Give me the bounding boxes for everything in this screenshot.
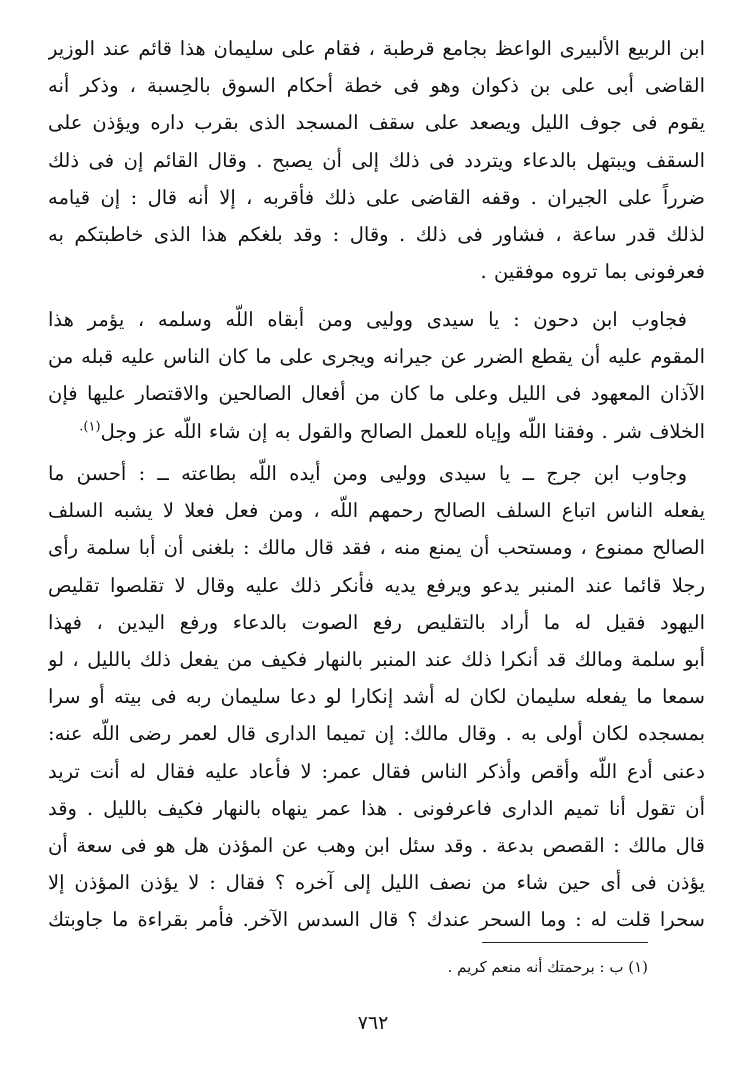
text-line: الآذان المعهود فى الليل وعلى ما كان من أفعال الصالحين والاقتصار عليها فإن [48,382,705,406]
text-line: السقف ويبتهل بالدعاء ويتردد فى ذلك إلى أن يصبح . وقال القائم إن فى ذلك [48,148,705,172]
text-line: دعنى أدع اللّه وأقص وأذكر الناس فقال عمر: لا فأعاد عليه فقال له أنت تريد [48,759,705,783]
text-line [48,413,705,450]
footnote: (١) ب : برحمتك أنه منعم كريم . [447,958,648,976]
text-line: قال مالك : القصص بدعة . وقد سئل ابن وهب عن المؤذن هل هو فى سعة أن [48,834,705,858]
text-line: يؤذن فى أى حين شاء من نصف الليل إلى آخره ؟ فقال : لا يؤذن المؤذن إلا [48,871,705,895]
text-line: فعرفونى بما تروه موفقين . [480,260,705,284]
text-line: وجاوب ابن جرج ــ يا سيدى ووليى ومن أيده اللّه بطاعته ــ : أحسن ما [48,462,687,485]
text-line: رجلا قائما عند المنبر يدعو ويرفع يديه فأنكر ذلك عليه وقال لا تقلصوا تقليص [48,573,705,597]
paragraph-2 [48,301,705,450]
text-line: أبو سلمة ومالك قد أنكرا ذلك عند المنبر بالنهار فكيف من يفعل ذلك بالليل ، لو [48,648,705,672]
text-line: سحرا قلت له : وما السحر عندك ؟ قال السدس الآخر. فأمر بقراءة ما جاوبتك [48,908,705,932]
text-line: الصالح ممنوع ، ومستحب أن يمنع منه ، فقد قال مالك : بلغنى أن أبا سلمة رأى [48,536,705,560]
text-line: سمعا ما يفعله سليمان لكان له أشد إنكارا لو دعا سليمان ربه فى بيته أو سرا [48,685,705,709]
text-line: يفعله الناس اتباع السلف الصالح رحمهم اللّه ، ومن فعل فعلا لا يشبه السلف [48,499,705,523]
text-line: ضرراً على الجيران . وقفه القاضى على ذلك فأقربه ، إلا أنه قال : إن قيامه [48,185,705,209]
text-line: يقوم فى جوف الليل ويصعد على سقف المسجد الذى بقرب داره ويؤذن على [48,111,705,135]
text-line: بمسجده لكان أولى به . وقال مالك: إن تميما الدارى قال لعمر رضى اللّه عنه: [48,722,705,746]
page-number: ٧٦٢ [357,1012,389,1034]
text-line-content: الخلاف شر . وفقنا اللّه وإياه للعمل الصالح والقول به إن شاء اللّه عز وجل [100,419,705,443]
paragraph-3 [48,455,705,939]
paragraph-1 [48,30,705,290]
footnote-reference: (١). [79,419,101,435]
text-line: فجاوب ابن دحون : يا سيدى ووليى ومن أبقاه اللّه وسلمه ، يؤمر هذا [48,308,687,331]
footnote-separator [482,942,648,943]
text-line: القاضى أبى على بن ذكوان وهو فى خطة أحكام السوق بالحِسبة ، وذكر أنه [48,74,705,98]
text-line: ابن الربيع الألبيرى الواعظ بجامع قرطبة ، فقام على سليمان هذا قائم عند الوزير [48,37,705,60]
text-line: لذلك قدر ساعة ، فشاور فى ذلك . وقال : وقد بلغكم هذا الذى خاطبتكم به [48,223,705,247]
text-line: أن تقول أنا تميم الدارى فاعرفونى . هذا عمر ينهاه بالنهار فكيف بالليل . وقد [48,796,705,820]
text-line: المقوم عليه أن يقطع الضرر عن جيرانه ويجرى على ما كان الناس عليه قبله من [48,345,705,369]
text-line: اليهود فقيل له ما أراد بالتقليص رفع الصوت بالدعاء ورفع اليدين ، فهذا [48,610,705,634]
